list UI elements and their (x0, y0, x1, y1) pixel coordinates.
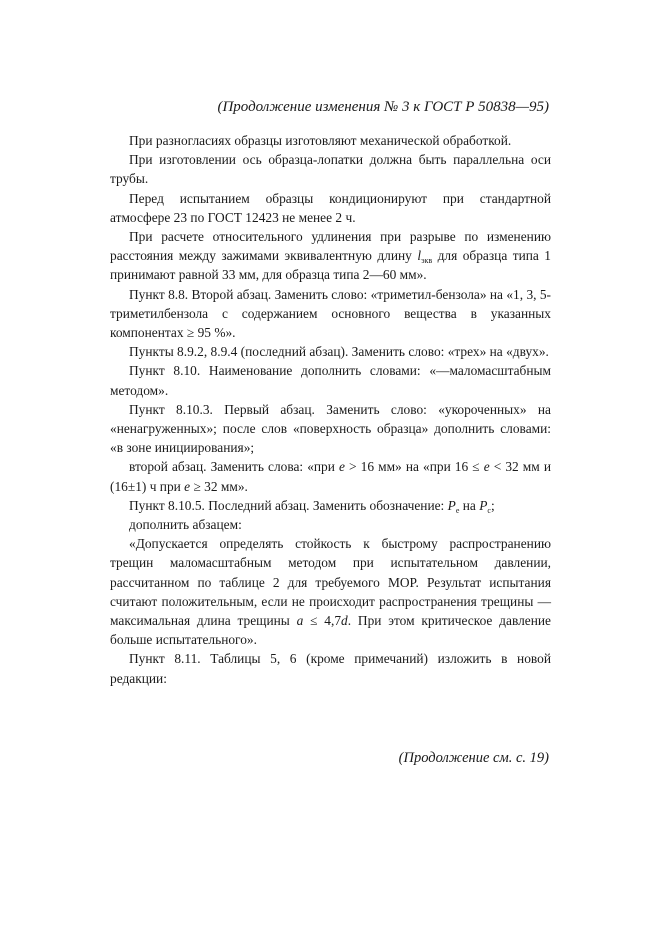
paragraph: При изготовлении ось образца-лопатки должна быть параллельна оси трубы. (110, 152, 551, 187)
symbol-p: P (479, 497, 488, 513)
symbol-a: a (296, 613, 304, 629)
text-run: для образца типа 1 принимают равной 33 мм, для образца типа 2—60 мм». (110, 248, 551, 283)
text-run: второй абзац. Заменить слова: «при (129, 459, 339, 475)
paragraph: Пункт 8.10.3. Первый абзац. Заменить слово: «укороченных» на «ненагруженных»; после слов «поверхность образца» дополнить словами: «в зоне инициирования»; (110, 401, 551, 456)
symbol-p: P (447, 497, 456, 513)
text-run: > 16 мм» на «при 16 ≤ (344, 459, 484, 475)
subscript-c: c (487, 505, 491, 515)
paragraph (110, 534, 551, 649)
text-run: Пункт 8.10.5. Последний абзац. Заменить обозначение: (129, 497, 448, 513)
paragraph (110, 227, 551, 285)
paragraph: Пункт 8.10. Наименование дополнить словами: «—маломасштабным методом». (110, 363, 551, 398)
continuation-header: (Продолжение изменения № 3 к ГОСТ Р 50838—95) (217, 99, 549, 115)
paragraph: Пункты 8.9.2, 8.9.4 (последний абзац). Заменить слово: «трех» на «двух». (129, 344, 549, 360)
text-run: ≥ 32 мм». (190, 478, 248, 494)
symbol-e: e (483, 459, 490, 475)
text-run: ≤ 4,7 (303, 613, 342, 629)
paragraph: При разногласиях образцы изготовляют механической обработкой. (129, 133, 512, 148)
paragraph: Перед испытанием образцы кондиционируют при стандартной атмосфере 23 по ГОСТ 12423 не менее 2 ч. (110, 190, 551, 225)
paragraph: Пункт 8.8. Второй абзац. Заменить слово: «триметил-бензола» на «1, 3, 5-триметилбензола с содержанием основного вещества в указанных компонентах ≥ 95 %». (110, 286, 551, 341)
symbol-l: l (417, 248, 422, 264)
paragraph: дополнить абзацем: (129, 517, 242, 533)
text-run: < 32 мм и (16±1) ч при (110, 459, 551, 494)
text-run: При расчете относительного удлинения при разрыве по изменению расстояния между зажимами эквивалентную длину (110, 229, 551, 264)
continuation-footer: (Продолжение см. с. 19) (398, 750, 549, 766)
text-run: . При этом критическое давление больше испытательного». (110, 613, 551, 648)
body-text (110, 131, 551, 688)
text-run: ; (490, 497, 495, 513)
text-run: на (459, 497, 480, 513)
paragraph (110, 457, 551, 495)
text-run: «Допускается определять стойкость к быстрому распространению трещин маломасштабным методом при испытательном давлении, рассчитанном по таблице 2 для требуемого MOP. Результат испытания считают положительным, если не происходит распространения трещины — максимальная длина трещины (110, 536, 551, 629)
symbol-e: e (184, 478, 191, 494)
symbol-e: e (339, 459, 345, 475)
subscript-ekv: экв (421, 256, 433, 266)
symbol-d: d (341, 613, 348, 629)
subscript-e: e (455, 505, 460, 515)
paragraph: Пункт 8.11. Таблицы 5, 6 (кроме примечаний) изложить в новой редакции: (110, 651, 551, 686)
paragraph (110, 496, 551, 515)
